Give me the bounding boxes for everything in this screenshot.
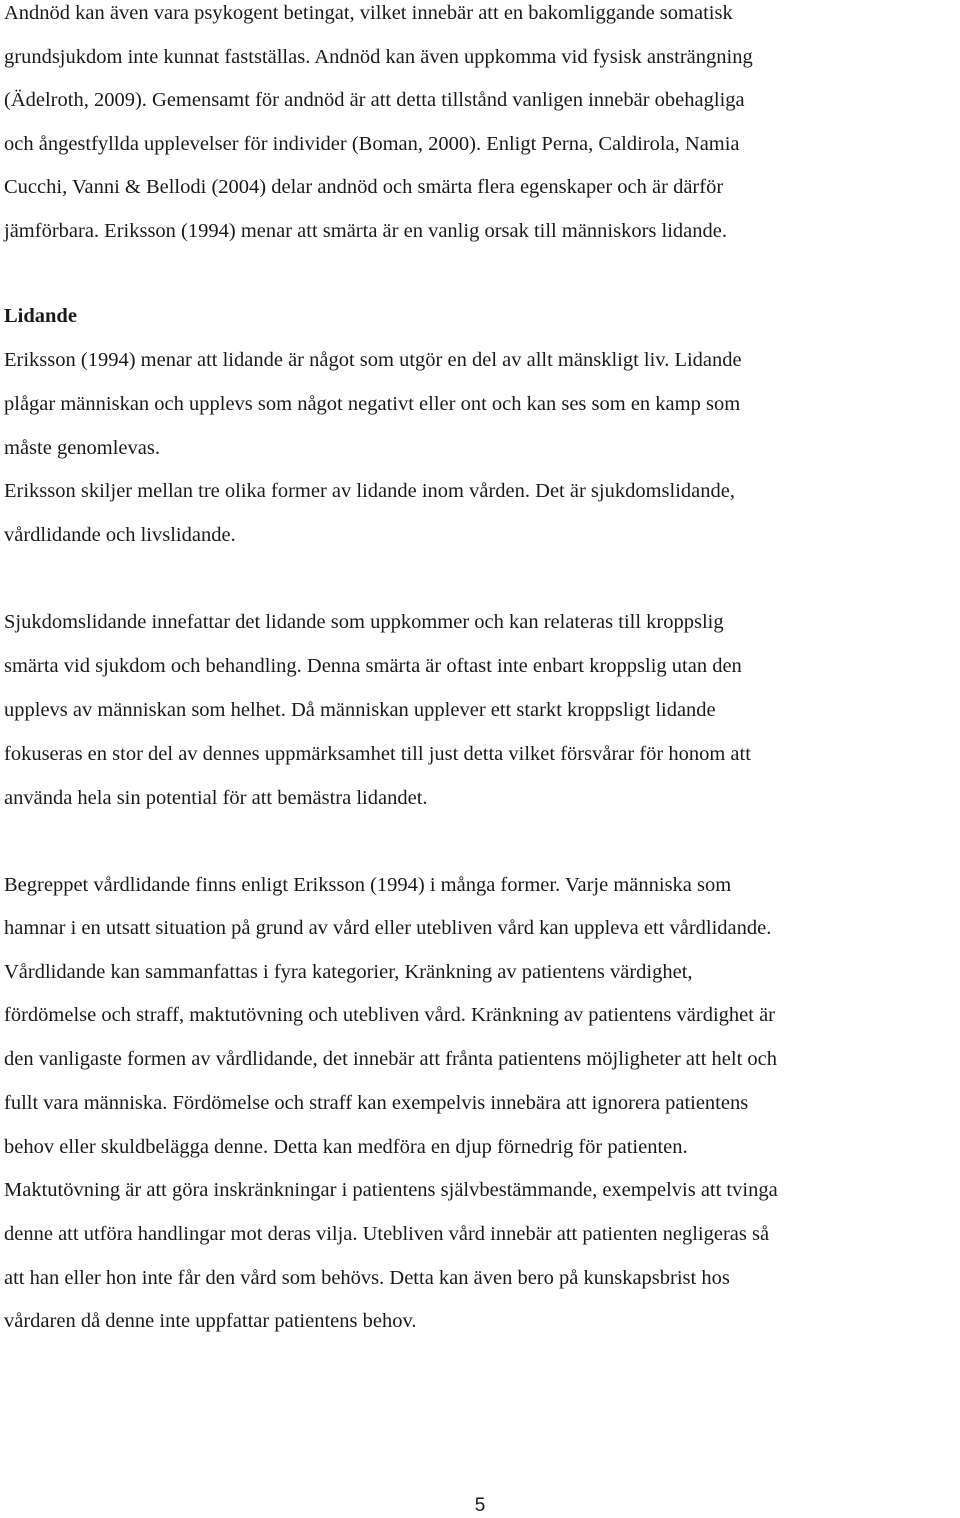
vard-line-7: behov eller skuldbelägga denne. Detta kan medföra en djup förnedrig för patienten. bbox=[4, 1136, 688, 1158]
page-number: 5 bbox=[474, 1495, 486, 1516]
vard-line-1: Begreppet vårdlidande finns enligt Eriksson (1994) i många former. Varje människa som bbox=[4, 874, 732, 896]
vard-line-9: denne att utföra handlingar mot deras vilja. Utebliven vård innebär att patienten negligeras så bbox=[4, 1223, 770, 1245]
vard-line-5: den vanligaste formen av vårdlidande, det innebär att frånta patientens möjligheter att helt och bbox=[4, 1048, 778, 1070]
sjukdom-line-3: upplevs av människan som helhet. Då människan upplever ett starkt kroppsligt lidande bbox=[4, 699, 716, 721]
sjukdom-line-4: fokuseras en stor del av dennes uppmärksamhet till just detta vilket försvårar för honom att bbox=[4, 743, 751, 765]
lidande-line-5: vårdlidande och livslidande. bbox=[4, 524, 236, 546]
sjukdom-line-1: Sjukdomslidande innefattar det lidande som uppkommer och kan relateras till kroppslig bbox=[4, 611, 724, 633]
intro-line-1: Andnöd kan även vara psykogent betingat, vilket innebär att en bakomliggande somatisk bbox=[4, 2, 733, 24]
vard-line-3: Vårdlidande kan sammanfattas i fyra kategorier, Kränkning av patientens värdighet, bbox=[4, 961, 693, 983]
lidande-line-4: Eriksson skiljer mellan tre olika former av lidande inom vården. Det är sjukdomslidande, bbox=[4, 480, 735, 502]
lidande-line-2: plågar människan och upplevs som något negativt eller ont och kan ses som en kamp som bbox=[4, 393, 741, 415]
intro-line-4: och ångestfyllda upplevelser för individer (Boman, 2000). Enligt Perna, Caldirola, Namia bbox=[4, 133, 740, 155]
vard-line-8: Maktutövning är att göra inskränkningar i patientens självbestämmande, exempelvis att tvinga bbox=[4, 1179, 778, 1201]
intro-line-6: jämförbara. Eriksson (1994) menar att smärta är en vanlig orsak till människors lidande. bbox=[4, 220, 727, 242]
lidande-line-3: måste genomlevas. bbox=[4, 437, 160, 459]
lidande-line-1: Eriksson (1994) menar att lidande är något som utgör en del av allt mänskligt liv. Lidande bbox=[4, 349, 742, 371]
sjukdom-line-5: använda hela sin potential för att bemästra lidandet. bbox=[4, 787, 428, 809]
intro-line-3: (Ädelroth, 2009). Gemensamt för andnöd är att detta tillstånd vanligen innebär obehagliga bbox=[4, 89, 745, 111]
vard-line-11: vårdaren då denne inte uppfattar patientens behov. bbox=[4, 1310, 417, 1332]
vard-line-6: fullt vara människa. Fördömelse och straff kan exempelvis innebära att ignorera patientens bbox=[4, 1092, 749, 1114]
vard-line-4: fördömelse och straff, maktutövning och utebliven vård. Kränkning av patientens värdighet är bbox=[4, 1004, 775, 1026]
vard-line-10: att han eller hon inte får den vård som behövs. Detta kan även bero på kunskapsbrist hos bbox=[4, 1267, 730, 1289]
intro-line-2: grundsjukdom inte kunnat fastställas. Andnöd kan även uppkomma vid fysisk ansträngning bbox=[4, 46, 753, 68]
vard-line-2: hamnar i en utsatt situation på grund av vård eller utebliven vård kan uppleva ett vårdlidande. bbox=[4, 917, 772, 939]
section-heading-lidande: Lidande bbox=[4, 305, 77, 327]
sjukdom-line-2: smärta vid sjukdom och behandling. Denna smärta är oftast inte enbart kroppslig utan den bbox=[4, 655, 742, 677]
intro-line-5: Cucchi, Vanni & Bellodi (2004) delar andnöd och smärta flera egenskaper och är därför bbox=[4, 176, 724, 198]
